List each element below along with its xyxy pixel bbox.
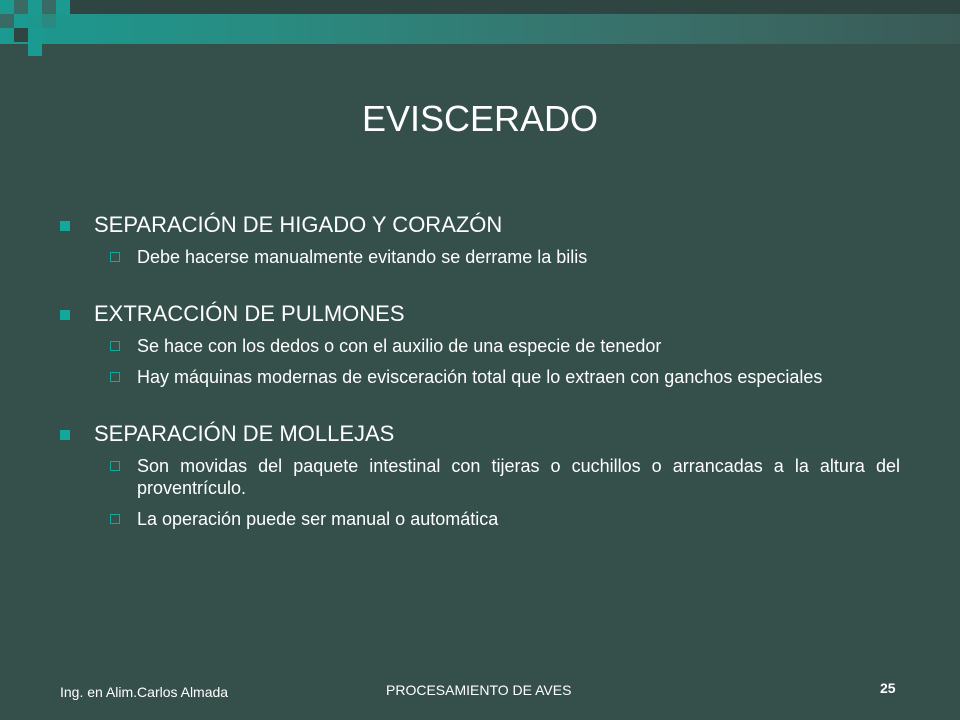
bullet-item: [60, 421, 900, 447]
bullet-item: [60, 301, 900, 327]
deco-square: [56, 0, 70, 14]
sub-bullet-text: Son movidas del paquete intestinal con tijeras o cuchillos o arrancadas a la altura del proventrículo.: [137, 456, 900, 498]
hollow-square-bullet-icon: [110, 252, 120, 262]
bullet-heading: SEPARACIÓN DE MOLLEJAS: [94, 421, 395, 446]
sub-bullet-text: Se hace con los dedos o con el auxilio de una especie de tenedor: [137, 336, 662, 356]
square-bullet-icon: [60, 430, 70, 440]
deco-square: [14, 28, 28, 42]
sub-bullet-item: [60, 246, 900, 268]
sub-bullet-item: [60, 455, 900, 499]
deco-square: [0, 14, 14, 28]
square-bullet-icon: [60, 310, 70, 320]
deco-square: [28, 42, 42, 56]
sub-bullet-text: La operación puede ser manual o automática: [137, 509, 499, 529]
sub-bullet-item: [60, 366, 900, 388]
slide-content: [60, 212, 900, 539]
square-bullet-icon: [60, 221, 70, 231]
slide-title: EVISCERADO: [361, 98, 599, 139]
sub-bullet-text: Hay máquinas modernas de evisceración total que lo extraen con ganchos especiales: [137, 367, 823, 387]
hollow-square-bullet-icon: [110, 514, 120, 524]
bullet-heading: SEPARACIÓN DE HIGADO Y CORAZÓN: [94, 212, 503, 237]
header-stripe: [0, 14, 960, 44]
bullet-heading: EXTRACCIÓN DE PULMONES: [94, 301, 405, 326]
deco-square: [28, 0, 42, 14]
deco-square: [14, 14, 28, 28]
hollow-square-bullet-icon: [110, 341, 120, 351]
footer-author: Ing. en Alim.Carlos Almada: [60, 684, 229, 700]
hollow-square-bullet-icon: [110, 461, 120, 471]
bullet-item: [60, 212, 900, 238]
deco-square: [0, 0, 14, 14]
footer-course: PROCESAMIENTO DE AVES: [386, 682, 572, 698]
deco-square: [42, 0, 56, 14]
hollow-square-bullet-icon: [110, 372, 120, 382]
deco-square: [28, 28, 42, 42]
deco-square: [42, 14, 56, 28]
deco-square: [14, 0, 28, 14]
sub-bullet-item: [60, 335, 900, 357]
page-number: 25: [880, 680, 896, 696]
sub-bullet-text: Debe hacerse manualmente evitando se derrame la bilis: [137, 247, 588, 267]
sub-bullet-item: [60, 508, 900, 530]
